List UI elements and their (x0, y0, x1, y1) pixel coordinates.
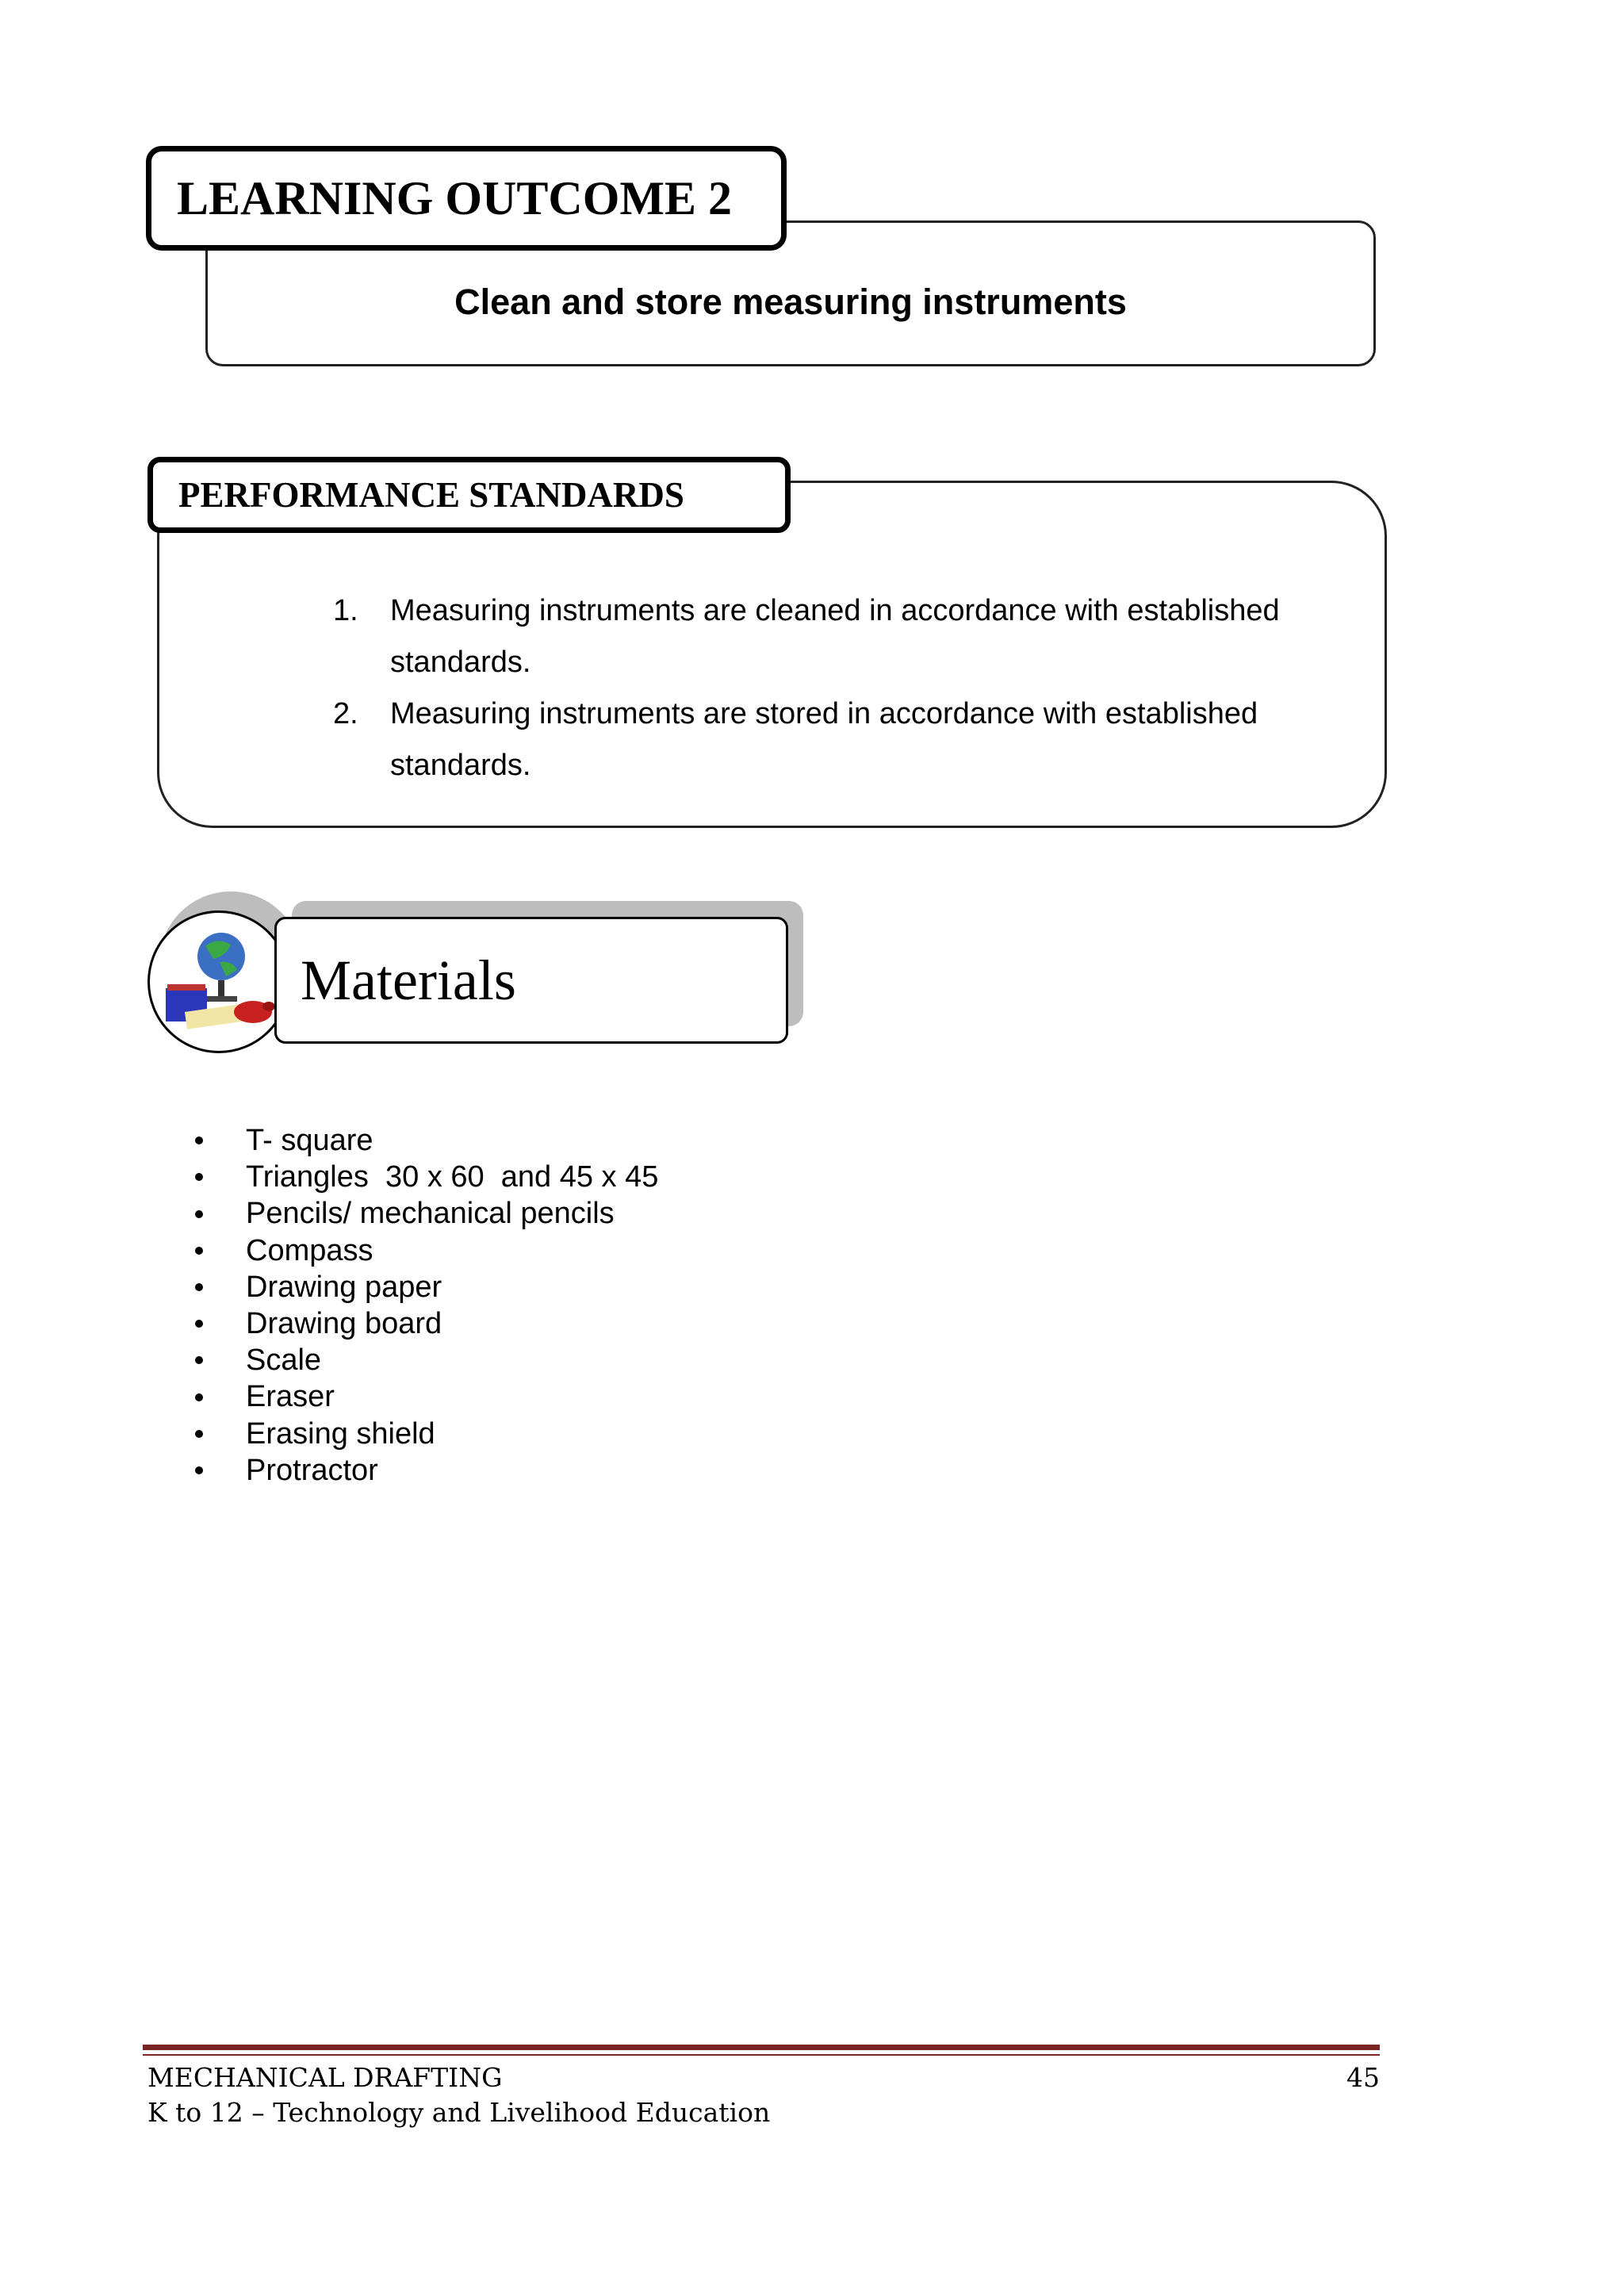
performance-standards-list (333, 585, 1324, 792)
materials-list (195, 1122, 658, 1489)
list-item: Drawing paper (195, 1269, 658, 1305)
list-item: Compass (195, 1232, 658, 1269)
learning-outcome-subtitle: Clean and store measuring instruments (454, 282, 1127, 322)
learning-outcome-title: LEARNING OUTCOME 2 (146, 146, 787, 251)
bullet-icon (195, 1137, 203, 1144)
globe-and-books-icon (147, 910, 290, 1053)
item-number: 1. (333, 594, 358, 627)
materials-title: Materials (274, 917, 788, 1044)
list-item: Eraser (195, 1378, 658, 1415)
bullet-icon (195, 1210, 203, 1218)
bullet-icon (195, 1356, 203, 1364)
item-number: 2. (333, 697, 358, 730)
bullet-icon (195, 1173, 203, 1181)
footer-course: MECHANICAL DRAFTING (147, 2062, 503, 2093)
list-item: Protractor (195, 1452, 658, 1489)
list-item: Drawing board (195, 1305, 658, 1342)
list-item (333, 585, 1324, 688)
list-item: Pencils/ mechanical pencils (195, 1195, 658, 1232)
bullet-icon (195, 1466, 203, 1474)
list-item: Triangles 30 x 60 and 45 x 45 (195, 1159, 658, 1195)
list-item (333, 688, 1324, 792)
list-item: T- square (195, 1122, 658, 1159)
performance-standards-title: PERFORMANCE STANDARDS (147, 457, 791, 533)
list-item: Scale (195, 1342, 658, 1378)
footer-rule-thin (143, 2054, 1380, 2056)
footer-rule (143, 2045, 1380, 2050)
bullet-icon (195, 1283, 203, 1291)
item-text: Measuring instruments are stored in accordance with established standards. (390, 697, 1258, 782)
bullet-icon (195, 1320, 203, 1328)
page-number: 45 (1346, 2062, 1380, 2093)
bullet-icon (195, 1247, 203, 1255)
footer-program: K to 12 – Technology and Livelihood Education (147, 2097, 771, 2128)
bullet-icon (195, 1393, 203, 1401)
item-text: Measuring instruments are cleaned in accordance with established standards. (390, 594, 1280, 679)
list-item: Erasing shield (195, 1416, 658, 1452)
bullet-icon (195, 1430, 203, 1438)
